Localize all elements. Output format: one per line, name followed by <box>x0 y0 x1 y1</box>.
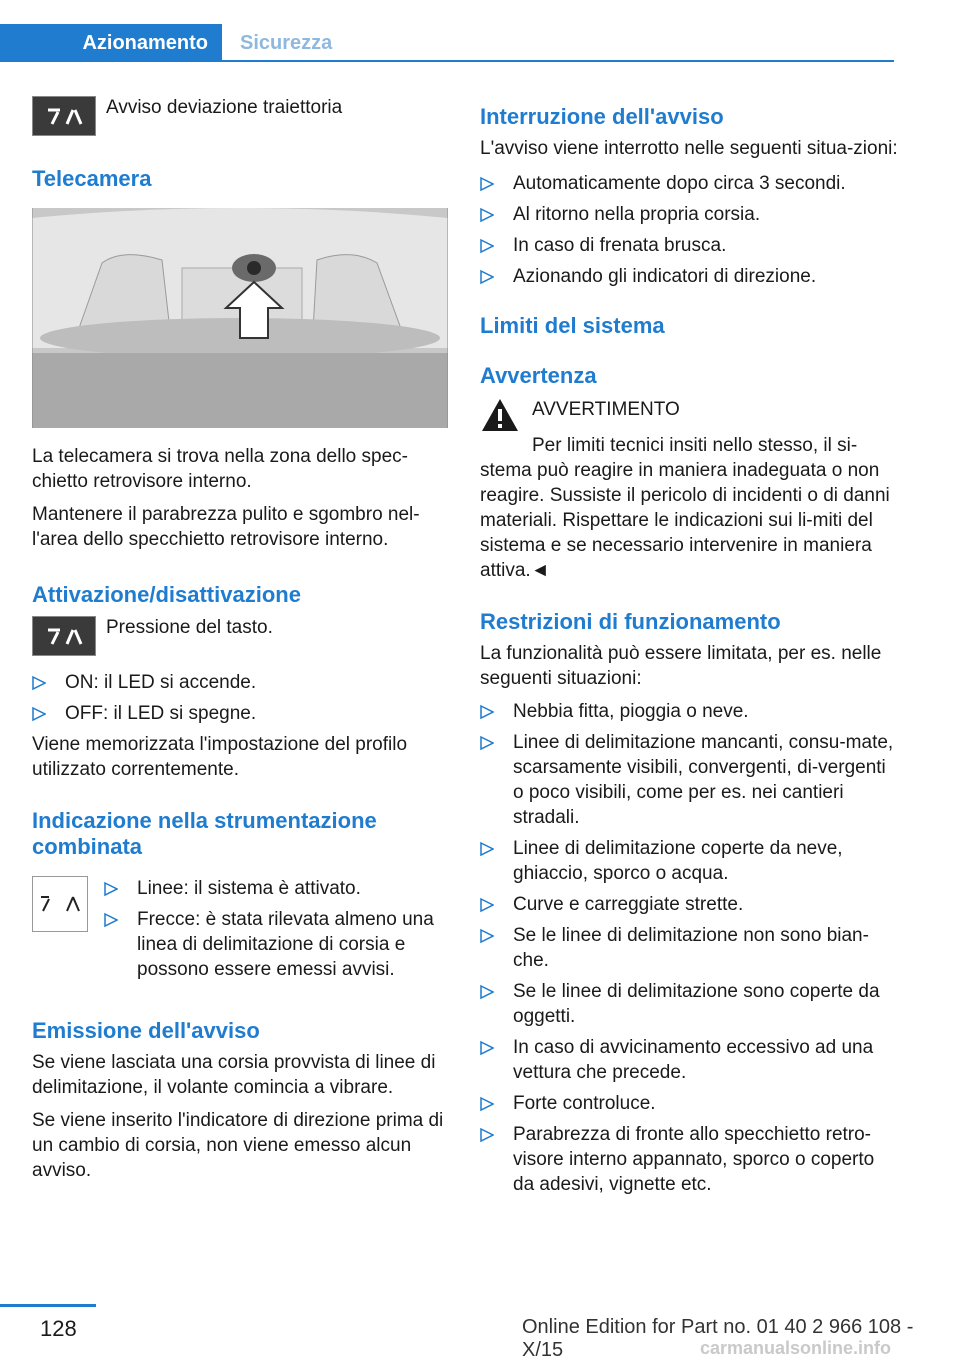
triangle-bullet-icon <box>480 205 496 221</box>
triangle-bullet-icon <box>480 733 496 749</box>
emission-paragraph-1: Se viene lasciata una corsia provvista di linee di delimitazione, il volante comincia a vibrare. <box>32 1052 436 1098</box>
display-list <box>104 876 448 988</box>
emission-paragraph-2: Se viene inserito l'indicatore di direzione prima di un cambio di corsia, non viene emesso alcun avviso. <box>32 1110 444 1181</box>
list-item: In caso di frenata brusca. <box>480 233 898 258</box>
restrict-title: Restrizioni di funzionamento <box>480 609 781 634</box>
warning-block <box>480 397 898 433</box>
camera-location-photo <box>32 208 448 428</box>
triangle-bullet-icon <box>104 879 120 895</box>
list-item: ON: il LED si accende. <box>32 670 448 695</box>
restrict-list <box>480 699 898 1197</box>
warning-title: Avvertenza <box>480 363 597 388</box>
restrict-paragraph: La funzionalità può essere limitata, per es. nelle seguenti situazioni: <box>480 643 882 689</box>
triangle-bullet-icon <box>32 673 48 689</box>
header-rule <box>222 60 894 62</box>
camera-title: Telecamera <box>32 166 152 191</box>
instrument-lines-icon <box>32 876 88 932</box>
triangle-bullet-icon <box>480 1038 496 1054</box>
list-item: Al ritorno nella propria corsia. <box>480 202 898 227</box>
right-column <box>480 96 898 1203</box>
interrupt-list <box>480 171 898 289</box>
display-title: Indicazione nella strumentazione combinata <box>32 808 377 859</box>
triangle-bullet-icon <box>32 704 48 720</box>
page-number: 128 <box>40 1316 77 1341</box>
triangle-bullet-icon <box>480 267 496 283</box>
activation-paragraph: Viene memorizzata l'impostazione del profilo utilizzato correntemente. <box>32 734 408 780</box>
emission-title: Emissione dell'avviso <box>32 1018 260 1043</box>
triangle-bullet-icon <box>480 236 496 252</box>
list-item: Nebbia fitta, pioggia o neve. <box>480 699 898 724</box>
page-header <box>0 0 894 62</box>
activation-title: Attivazione/disattivazione <box>32 582 301 607</box>
list-item: Forte controluce. <box>480 1091 898 1116</box>
list-item: Se le linee di delimitazione non sono bian-che. <box>480 923 898 973</box>
lane-departure-button-icon <box>32 616 96 656</box>
tab-sicurezza[interactable]: Sicurezza <box>240 31 333 54</box>
list-item: In caso di avvicinamento eccessivo ad una vettura che precede. <box>480 1035 898 1085</box>
list-item: Parabrezza di fronte allo specchietto retro-visore interno appannato, sporco o coperto da adesivi, vignette etc. <box>480 1122 898 1197</box>
list-item: Linee di delimitazione mancanti, consu-mate, scarsamente visibili, convergenti, di-vergenti o poco visibili, come per es. nei cantieri stradali. <box>480 730 898 830</box>
triangle-bullet-icon <box>480 174 496 190</box>
display-row <box>32 876 448 988</box>
list-item: Azionando gli indicatori di direzione. <box>480 264 898 289</box>
triangle-bullet-icon <box>480 926 496 942</box>
lane-departure-button-icon <box>32 96 96 136</box>
activation-list <box>32 670 448 726</box>
triangle-bullet-icon <box>480 982 496 998</box>
list-item: Frecce: è stata rilevata almeno una linea di delimitazione di corsia e possono essere emessi avvisi. <box>104 907 448 982</box>
camera-paragraph-2: Mantenere il parabrezza pulito e sgombro nel-l'area dello specchietto retrovisore interno. <box>32 504 420 550</box>
list-item: Linee: il sistema è attivato. <box>104 876 448 901</box>
warning-heading: AVVERTIMENTO <box>532 399 680 420</box>
tab-azionamento[interactable]: Azionamento <box>0 24 222 62</box>
activation-label: Pressione del tasto. <box>106 617 273 638</box>
edition-text: Online Edition for Part no. 01 40 2 966 108 - X/15 <box>522 1316 914 1361</box>
list-item: Curve e carreggiate strette. <box>480 892 898 917</box>
warning-triangle-icon <box>480 397 520 433</box>
triangle-bullet-icon <box>480 895 496 911</box>
triangle-bullet-icon <box>104 910 120 926</box>
list-item: Automaticamente dopo circa 3 secondi. <box>480 171 898 196</box>
page-number-bar <box>0 1304 96 1307</box>
activation-row <box>32 616 448 656</box>
left-column <box>32 96 448 1183</box>
limits-title: Limiti del sistema <box>480 313 665 338</box>
triangle-bullet-icon <box>480 1125 496 1141</box>
intro-row <box>32 96 448 136</box>
list-item: Linee di delimitazione coperte da neve, ghiaccio, sporco o acqua. <box>480 836 898 886</box>
triangle-bullet-icon <box>480 1094 496 1110</box>
triangle-bullet-icon <box>480 839 496 855</box>
list-item: Se le linee di delimitazione sono coperte da oggetti. <box>480 979 898 1029</box>
intro-label: Avviso deviazione traiettoria <box>106 97 343 118</box>
camera-paragraph-1: La telecamera si trova nella zona dello spec-chietto retrovisore interno. <box>32 446 408 492</box>
warning-text: Per limiti tecnici insiti nello stesso, il si-stema può reagire in maniera inadeguata o non reagire. Sussiste il pericolo di incidenti o di danni materiali. Rispettare le indicazioni sui li-miti del sistema e se necessario intervenire in maniera attiva.◄ <box>480 435 890 581</box>
list-item: OFF: il LED si spegne. <box>32 701 448 726</box>
interrupt-paragraph: L'avviso viene interrotto nelle seguenti situa-zioni: <box>480 138 898 159</box>
interrupt-title: Interruzione dell'avviso <box>480 104 724 129</box>
watermark: carmanualsonline.info <box>700 1338 892 1358</box>
triangle-bullet-icon <box>480 702 496 718</box>
